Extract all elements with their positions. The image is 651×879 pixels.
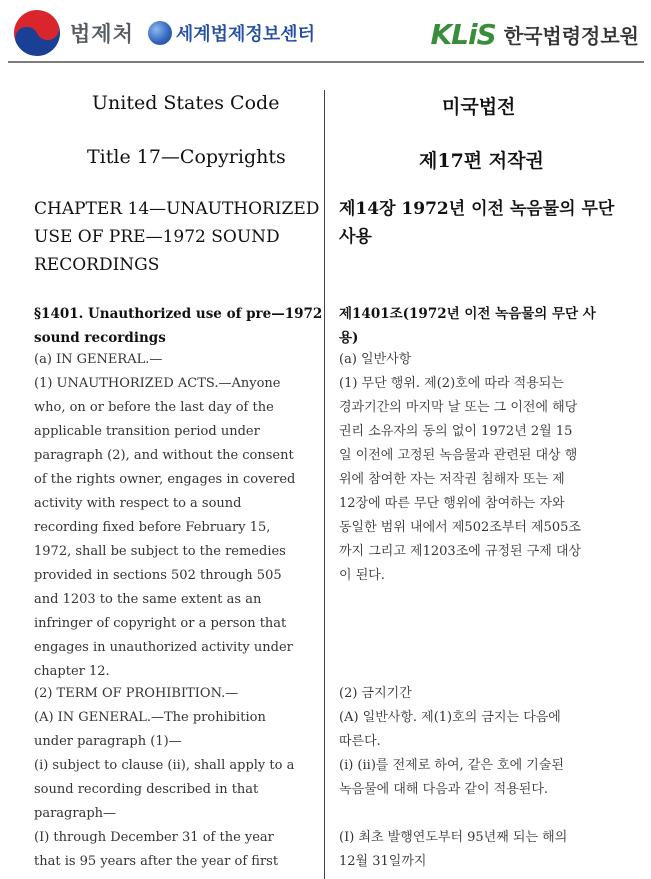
- text-line: 위에 참여한 자는 저작권 침해자 또는 제: [339, 472, 565, 487]
- klis-logo-mark: KLiS: [430, 17, 496, 51]
- text-line: (I) through December 31 of the year: [34, 830, 274, 845]
- text-line: sound recording described in that: [34, 782, 259, 797]
- text-line: paragraph (2), and without the consent: [34, 448, 294, 463]
- chapter-line: 제14장 1972년 이전 녹음물의 무단: [339, 199, 615, 219]
- english-title-heading: Title 17—Copyrights: [87, 146, 286, 168]
- text-line: recording fixed before February 15,: [34, 520, 271, 535]
- english-code-title: United States Code: [92, 92, 280, 114]
- text-line: (2) TERM OF PROHIBITION.—: [34, 686, 239, 701]
- text-line: (a) 일반사항: [339, 352, 412, 367]
- text-line: (i) (ii)를 전제로 하여, 같은 호에 기술된: [339, 758, 564, 773]
- taeguk-emblem-icon: [6, 2, 67, 63]
- english-body-block1: [34, 348, 295, 684]
- english-section-heading: [34, 302, 324, 350]
- text-line: that is 95 years after the year of first: [34, 854, 279, 869]
- text-line: 경과기간의 마지막 날 또는 그 이전에 해당: [339, 400, 578, 415]
- chapter-line: USE OF PRE—1972 SOUND: [34, 227, 280, 247]
- text-line: 동일한 범위 내에서 제502조부터 제505조: [339, 520, 581, 535]
- section-line: sound recordings: [34, 330, 166, 346]
- text-line: activity with respect to a sound: [34, 496, 242, 511]
- korean-section-heading: [339, 302, 629, 350]
- text-line: 권리 소유자의 동의 없이 1972년 2월 15: [339, 424, 573, 439]
- institute-name: 한국법령정보원: [503, 23, 639, 48]
- text-line: infringer of copyright or a person that: [34, 616, 287, 631]
- text-line: applicable transition period under: [34, 424, 260, 439]
- text-line: (1) 무단 행위. 제(2)호에 따라 적용되는: [339, 376, 564, 391]
- korean-body-block2b: [339, 826, 567, 874]
- chapter-line: CHAPTER 14—UNAUTHORIZED: [34, 199, 320, 219]
- text-line: under paragraph (1)—: [34, 734, 182, 749]
- text-line: engages in unauthorized activity under: [34, 640, 293, 655]
- text-line: 까지 그리고 제1203조에 규정된 구제 대상: [339, 544, 582, 559]
- text-line: (2) 금지기간: [339, 686, 412, 701]
- header-divider: [8, 61, 644, 63]
- section-line: §1401. Unauthorized use of pre—1972: [34, 306, 323, 322]
- text-line: (i) subject to clause (ii), shall apply to a: [34, 758, 295, 773]
- text-line: paragraph—: [34, 806, 117, 821]
- text-line: provided in sections 502 through 505: [34, 568, 282, 583]
- english-body-block2: [34, 682, 294, 874]
- agency-name: 법제처: [70, 22, 134, 46]
- moleg-logo: [14, 10, 315, 56]
- page-header: [0, 0, 651, 62]
- text-line: (I) 최초 발행연도부터 95년째 되는 해의: [339, 830, 568, 845]
- text-line: 일 이전에 고정된 녹음물과 관련된 대상 행: [339, 448, 578, 463]
- text-line: 1972, shall be subject to the remedies: [34, 544, 286, 559]
- korean-body-block1: [339, 348, 581, 588]
- text-line: 녹음물에 대해 다음과 같이 적용된다.: [339, 782, 549, 797]
- chapter-line: 사용: [339, 227, 372, 247]
- text-line: and 1203 to the same extent as an: [34, 592, 262, 607]
- text-line: 12월 31일까지: [339, 854, 427, 869]
- text-line: of the rights owner, engages in covered: [34, 472, 296, 487]
- klri-logo: [430, 14, 639, 54]
- globe-icon: [148, 21, 172, 45]
- text-line: 이 된다.: [339, 568, 385, 583]
- text-line: who, on or before the last day of the: [34, 400, 274, 415]
- korean-body-block2a: [339, 682, 564, 802]
- text-line: chapter 12.: [34, 664, 110, 679]
- text-line: (A) IN GENERAL.—The prohibition: [34, 710, 266, 725]
- text-line: 따른다.: [339, 734, 381, 749]
- column-divider: [324, 90, 325, 879]
- text-line: 12장에 따른 무단 행위에 참여하는 자와: [339, 496, 565, 511]
- english-chapter-heading: [34, 195, 324, 279]
- text-line: (A) 일반사항. 제(1)호의 금지는 다음에: [339, 710, 561, 725]
- korean-title-heading: 제17편 저작권: [419, 150, 544, 172]
- chapter-line: RECORDINGS: [34, 255, 160, 275]
- korean-chapter-heading: [339, 195, 629, 251]
- section-line: 용): [339, 330, 359, 346]
- text-line: (1) UNAUTHORIZED ACTS.—Anyone: [34, 376, 281, 391]
- section-line: 제1401조(1972년 이전 녹음물의 무단 사: [339, 306, 596, 322]
- korean-code-title: 미국법전: [442, 96, 516, 118]
- text-line: (a) IN GENERAL.—: [34, 352, 163, 367]
- world-law-center-name: 세계법제정보센터: [175, 24, 315, 45]
